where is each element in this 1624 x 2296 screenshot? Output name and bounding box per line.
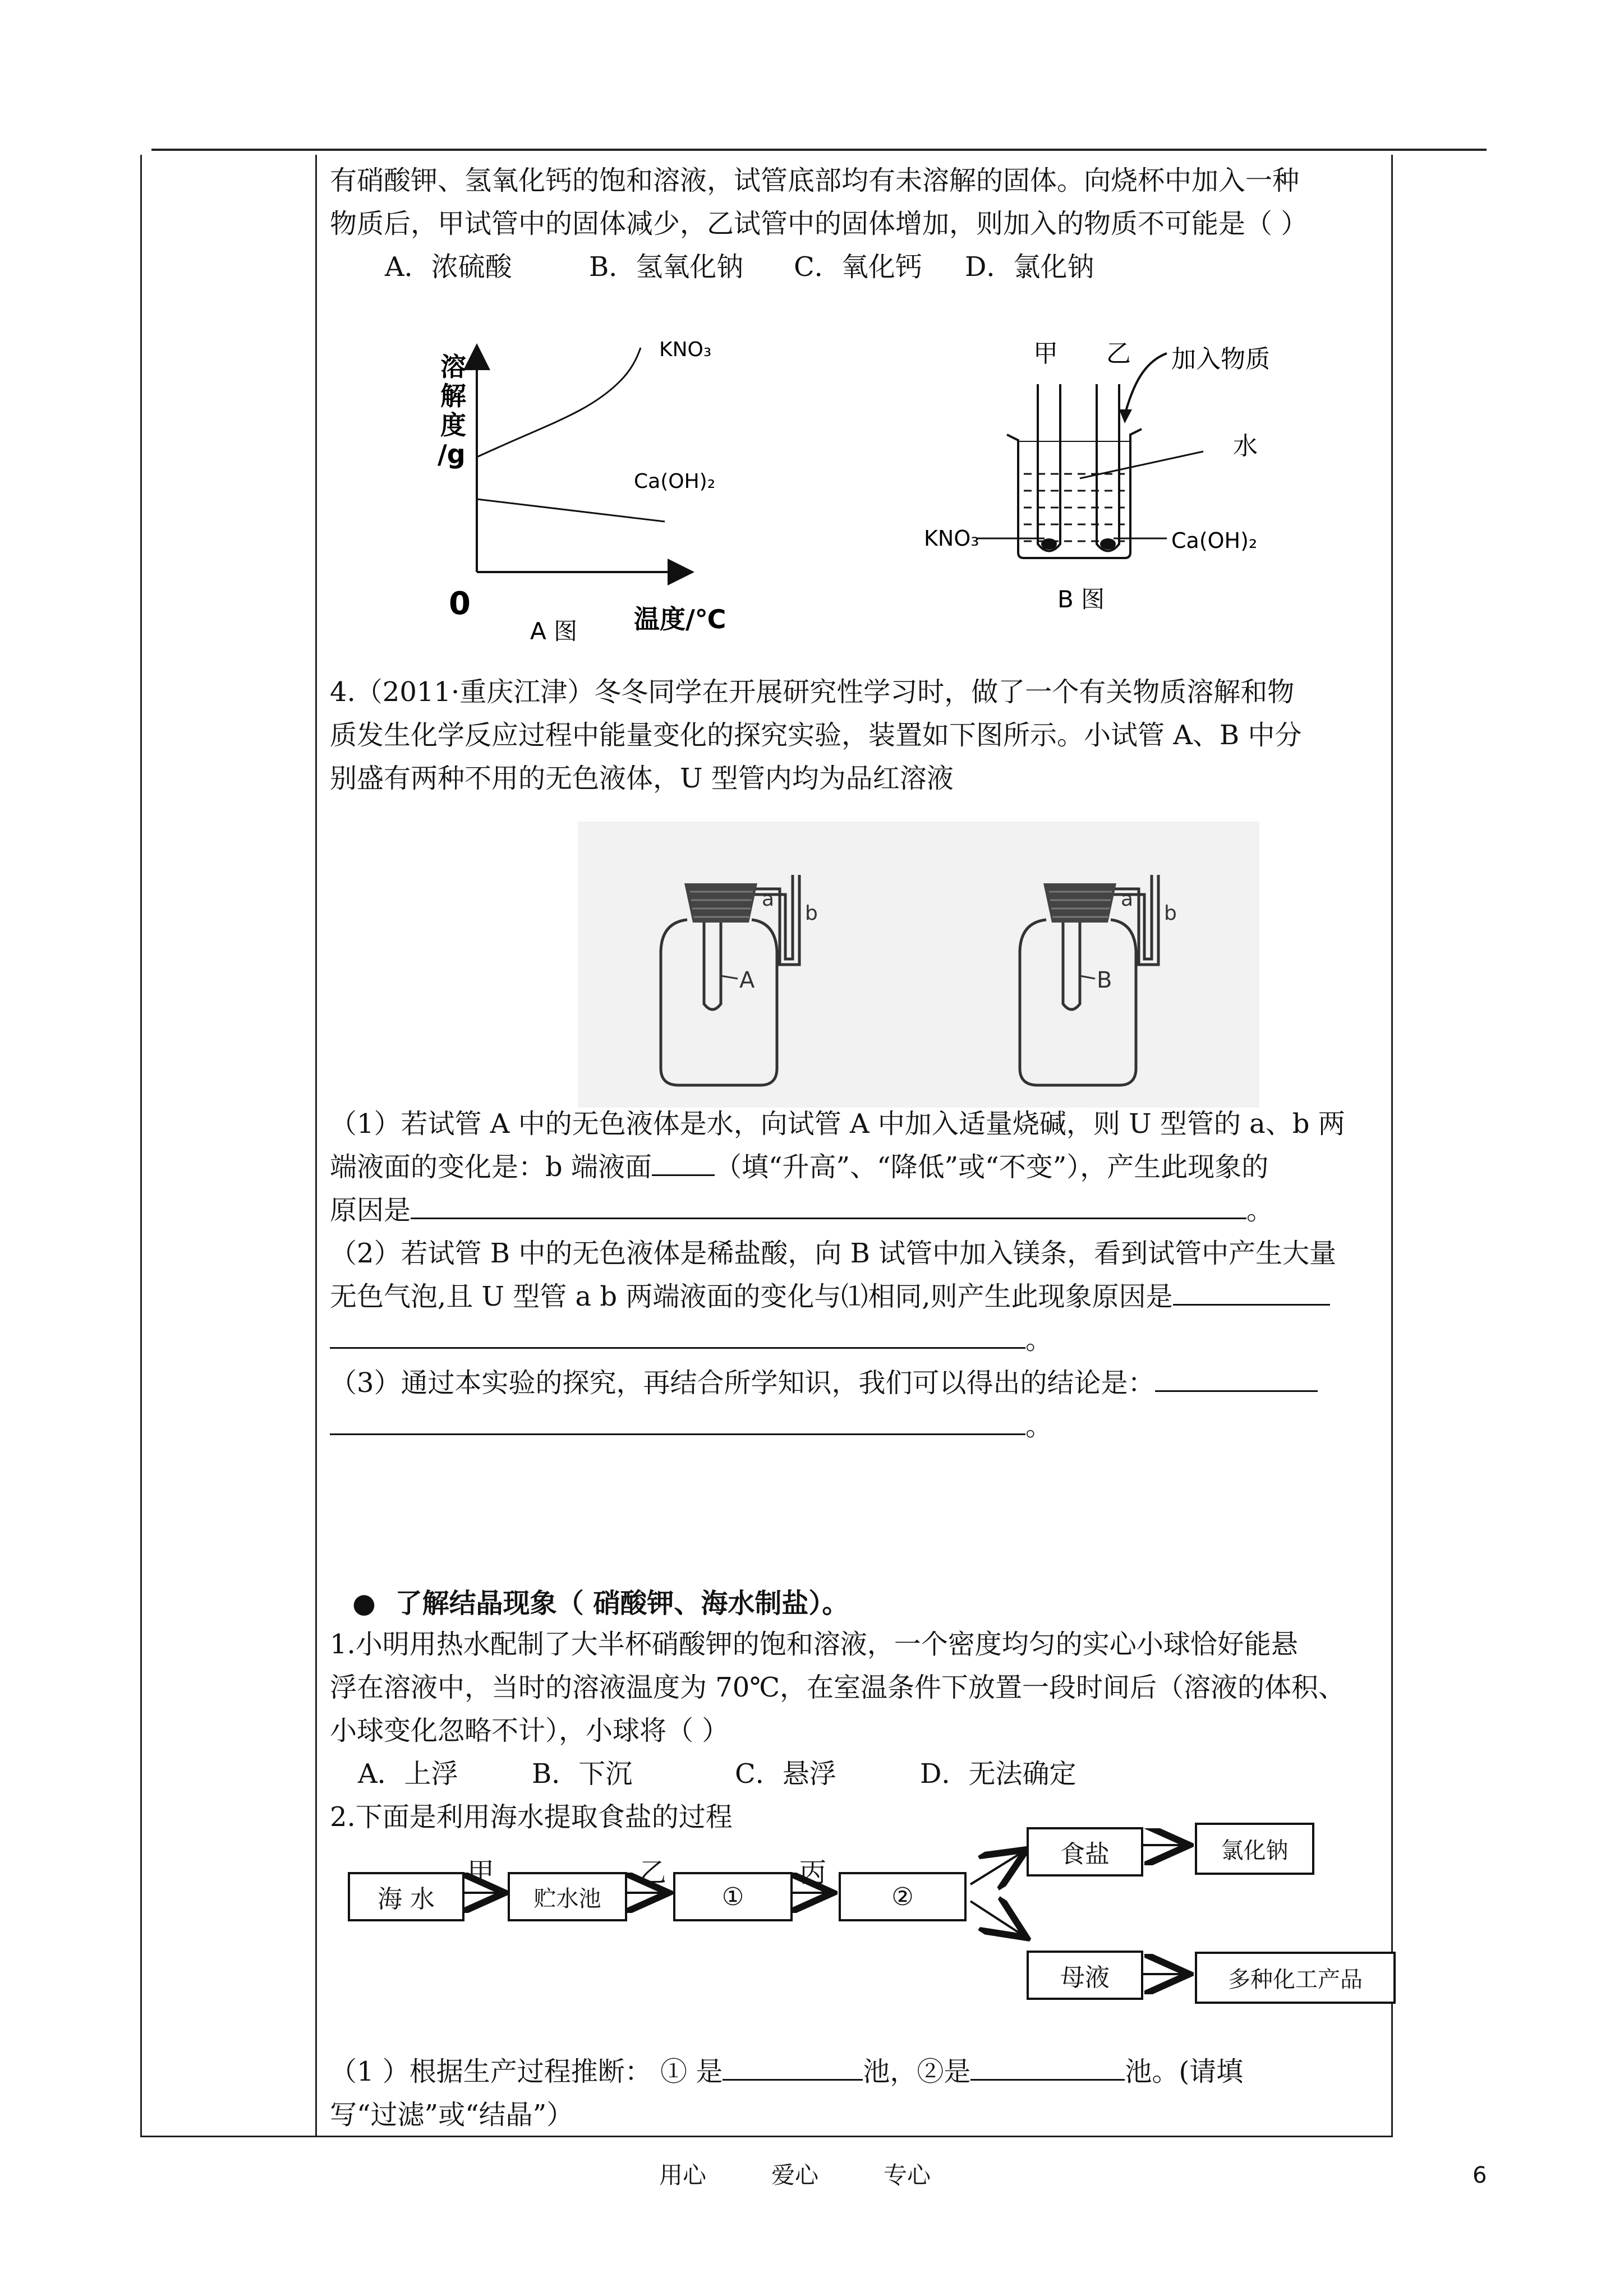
figa-ylabel-3: 度 (440, 410, 466, 440)
q2-blank-1[interactable] (723, 2057, 863, 2081)
page-number: 6 (1473, 2163, 1487, 2188)
figa-ylabel-4: /g (438, 439, 466, 469)
flow-label-yi: 乙 (640, 1857, 667, 1888)
figa-xlabel: 温度/℃ (634, 604, 726, 634)
q4-p2-line3-end: 。 (1025, 1324, 1053, 1356)
q4-line2: 质发生化学反应过程中能量变化的探究实验，装置如下图所示。小试管 A、B 中分 (330, 720, 1302, 751)
figb-caption: B 图 (1057, 585, 1105, 613)
figa-caption: A 图 (530, 617, 578, 645)
flow-box-nacl: 氯化钠 (1195, 1823, 1314, 1875)
q4-fig-label-A: A (739, 967, 755, 993)
q4-fig-label-a1: a (762, 888, 775, 911)
flow-box-mother: 母液 (1027, 1951, 1143, 2000)
figb-label-add: 加入物质 (1171, 345, 1270, 374)
flow-label-bing: 丙 (799, 1857, 827, 1888)
bullet-icon: ● (352, 1588, 376, 1619)
q1-option-c: C．悬浮 (735, 1758, 836, 1790)
q1-option-a: A．上浮 (358, 1758, 458, 1790)
q4-p2-line3 (330, 1318, 1052, 1362)
q2-ask-a: （1 ）根据生产过程推断： ① 是 (330, 2056, 723, 2087)
q1-line3: 小球变化忽略不计），小球将（ ） (330, 1715, 729, 1746)
flow-box-salt: 食盐 (1027, 1827, 1143, 1877)
figb-tube-jia: 甲 (1033, 339, 1058, 368)
q4-p2-line2-text: 无色气泡,且 U 型管 a b 两端液面的变化与⑴相同,则产生此现象原因是 (330, 1281, 1173, 1312)
figa-series-caoh2: Ca(OH)₂ (634, 470, 716, 493)
q4-p1-line2-a: 端液面的变化是：b 端液面 (330, 1151, 652, 1183)
q4-p1-line2 (330, 1145, 1268, 1189)
flow-box-pond: 贮水池 (508, 1872, 627, 1921)
flow-box-products: 多种化工产品 (1195, 1952, 1396, 2004)
q3-line2: 物质后，甲试管中的固体减少，乙试管中的固体增加，则加入的物质不可能是（ ） (330, 208, 1308, 239)
q1-option-b: B．下沉 (532, 1758, 633, 1790)
q4-fig-label-b2: b (1164, 902, 1177, 925)
flow-box-step1: ① (673, 1872, 793, 1921)
section-title: 了解结晶现象（ 硝酸钾、海水制盐）。 (395, 1588, 849, 1619)
q4-p1-blank-reason[interactable] (411, 1195, 1246, 1219)
figa-ylabel-2: 解 (440, 381, 466, 411)
figure-q4-apparatus (578, 822, 1259, 1108)
q1-line2: 浮在溶液中，当时的溶液温度为 70℃，在室温条件下放置一段时间后（溶液的体积、 (330, 1672, 1346, 1703)
q1-option-d: D．无法确定 (920, 1758, 1076, 1790)
footer-mid: 爱心 (771, 2161, 819, 2189)
header-rule (151, 149, 1487, 151)
q3-option-c: C．氧化钙 (794, 251, 922, 283)
q4-p2-line2 (330, 1275, 1330, 1318)
figb-label-kno3: KNO₃ (924, 526, 979, 551)
q4-p3-line1-text: （3）通过本实验的探究，再结合所学知识，我们可以得出的结论是： (330, 1367, 1155, 1399)
figure-b-beaker (898, 317, 1301, 631)
q4-p1-line3-b: 。 (1246, 1195, 1274, 1226)
flow-label-jia: 甲 (467, 1857, 495, 1888)
section-heading (352, 1582, 849, 1625)
q4-p3-blank-conclusion-cont[interactable] (330, 1411, 1025, 1435)
q2-line1: 2.下面是利用海水提取食盐的过程 (330, 1801, 733, 1833)
q4-fig-label-b1: b (805, 902, 818, 925)
figure-a-solubility-chart (404, 314, 763, 651)
footer-left: 用心 (659, 2161, 707, 2189)
q3-option-d: D．氯化钠 (965, 251, 1094, 283)
q4-p1-line2-b: （填“升高”、“降低”或“不变”），产生此现象的 (715, 1151, 1269, 1183)
figb-tube-yi: 乙 (1106, 339, 1131, 368)
q3-option-b: B．氢氧化钠 (589, 251, 744, 283)
flow-box-seawater: 海 水 (348, 1872, 464, 1921)
figb-label-caoh2: Ca(OH)₂ (1171, 528, 1258, 553)
figa-series-kno3: KNO₃ (659, 338, 712, 361)
q2-blank-2[interactable] (970, 2057, 1125, 2081)
q4-fig-label-a2: a (1121, 888, 1134, 911)
q2-ask-line2: 写“过滤”或“结晶”） (330, 2099, 574, 2131)
q4-line1: 4.（2011·重庆江津）冬冬同学在开展研究性学习时，做了一个有关物质溶解和物 (330, 676, 1295, 708)
figb-label-water: 水 (1233, 432, 1258, 460)
q4-fig-label-B: B (1097, 967, 1112, 993)
footer-right: 专心 (884, 2161, 931, 2189)
q4-p3-blank-conclusion[interactable] (1155, 1368, 1318, 1392)
q4-p2-line1: （2）若试管 B 中的无色液体是稀盐酸，向 B 试管中加入镁条，看到试管中产生大量 (330, 1238, 1337, 1269)
q3-line1: 有硝酸钾、氢氧化钙的饱和溶液，试管底部均有未溶解的固体。向烧杯中加入一种 (330, 165, 1300, 196)
q2-ask-b: 池，②是 (863, 2056, 971, 2087)
figa-origin: 0 (449, 585, 471, 622)
q2-ask-c: 池。(请填 (1125, 2056, 1244, 2087)
q4-p2-blank-reason-cont[interactable] (330, 1325, 1025, 1349)
table-border-bottom (140, 2136, 1393, 2137)
q4-p1-line3-a: 原因是 (330, 1195, 411, 1226)
q4-p1-line1: （1）若试管 A 中的无色液体是水，向试管 A 中加入适量烧碱，则 U 型管的 a、b 两 (330, 1108, 1345, 1140)
table-border-left (140, 155, 142, 2137)
q1-line1: 1.小明用热水配制了大半杯硝酸钾的饱和溶液，一个密度均匀的实心小球恰好能悬 (330, 1629, 1298, 1660)
q3-option-a: A．浓硫酸 (385, 251, 512, 283)
q2-ask-line1 (330, 2050, 1243, 2094)
q4-p2-blank-reason[interactable] (1173, 1281, 1330, 1306)
flow-box-step2: ② (839, 1872, 967, 1921)
q4-p3-line2 (330, 1404, 1052, 1448)
q4-line3: 别盛有两种不用的无色液体，U 型管内均为品红溶液 (330, 763, 954, 794)
q4-p3-line1 (330, 1361, 1318, 1405)
table-border-right (1391, 155, 1393, 2137)
q4-p1-line3 (330, 1188, 1273, 1232)
q4-p1-blank-level[interactable] (652, 1152, 715, 1176)
figa-ylabel-1: 溶 (440, 352, 466, 382)
q4-p3-line2-end: 。 (1025, 1410, 1053, 1442)
